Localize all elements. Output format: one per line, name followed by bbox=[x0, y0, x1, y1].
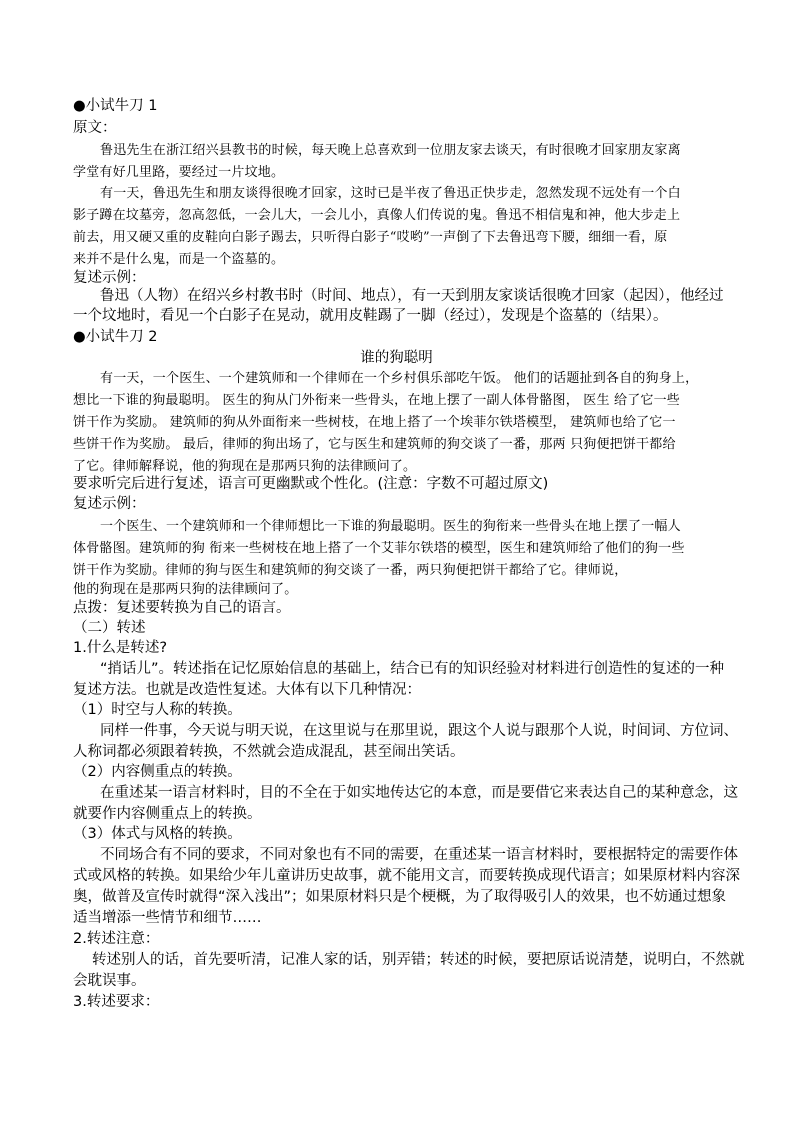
s3-definition-line1: “捎话儿”。转述指在记忆原始信息的基础上，结合已有的知识经验对材料进行创造性的复述的一种 bbox=[100, 661, 725, 677]
s3-note-line2: 会耽误事。 bbox=[73, 973, 146, 989]
s1-para2-line1: 有一天，鲁迅先生和朋友谈得很晚才回家，这时已是半夜了鲁迅正快步走，忽然发现不远处有一个白 bbox=[100, 186, 681, 201]
s1-para1-line1: 鲁迅先生在浙江绍兴县教书的时候，每天晚上总喜欢到一位朋友家去谈天，有时很晚才回家朋友家离 bbox=[100, 143, 681, 158]
s2-para-line4: 些饼干作为奖励。 最后，律师的狗出场了，它与医生和建筑师的狗交谈了一番，那两 只狗便把饼干都给 bbox=[73, 437, 676, 452]
s3-note-line1: 转述别人的话，首先要听清，记准人家的话，别弄错；转述的时候，要把原话说清楚，说明白，不然就 bbox=[92, 952, 745, 968]
s1-para2-line3: 前去，用又硬又重的皮鞋向白影子踢去，只听得白影子“哎哟”一声倒了下去鲁迅弯下腰，细细一看，原 bbox=[73, 230, 668, 245]
s3-question1: 1.什么是转述? bbox=[73, 640, 168, 656]
s1-example-line2: 一个坟地时，看见一个白影子在晃动，就用皮鞋踢了一脚（经过），发现是个盗墓的（结果）。 bbox=[73, 308, 668, 324]
s3-question2: 2.转述注意： bbox=[73, 931, 160, 947]
s3-case3-heading: （3）体式与风格的转换。 bbox=[73, 826, 242, 842]
s2-example-label: 复述示例： bbox=[73, 496, 146, 512]
section2-heading: ●小试牛刀 2 bbox=[73, 329, 158, 345]
s3-case2-line1: 在重述某一语言材料时，目的不全在于如实地传达它的本意，而是要借它来表达自己的某种意念，这 bbox=[100, 785, 738, 801]
s2-example-line4: 他的狗现在是那两只狗的法律顾问了。 bbox=[73, 582, 298, 597]
s3-case1-line2: 人称词都必须跟着转换，不然就会造成混乱，甚至闹出笑话。 bbox=[73, 744, 465, 760]
s2-example-line3: 饼干作为奖励。律师的狗与医生和建筑师的狗交谈了一番，两只狗便把饼干都给了它。律师说， bbox=[73, 563, 628, 578]
s3-case1-line1: 同样一件事，今天说与明天说，在这里说与在那里说，跟这个人说与跟那个人说，时间词、方位词、 bbox=[100, 723, 738, 739]
s2-para-line1: 有一天，一个医生、一个建筑师和一个律师在一个乡村俱乐部吃午饭。 他们的话题扯到各自的狗身上， bbox=[100, 371, 699, 386]
s2-tip: 点拨：复述要转换为自己的语言。 bbox=[73, 600, 291, 616]
section1-heading: ●小试牛刀 1 bbox=[73, 98, 158, 114]
s3-case3-line3: 奥，做普及宣传时就得“深入浅出”；如果原材料只是个梗概，为了取得吸引人的效果，也不妨通过想象 bbox=[73, 889, 727, 905]
s1-para1-line2: 学堂有好几里路，要经过一片坟地。 bbox=[73, 165, 285, 180]
section3-heading: （二）转述 bbox=[73, 620, 146, 636]
s1-example-line1: 鲁迅（人物）在绍兴乡村教书时（时间、地点），有一天到朋友家谈话很晚才回家（起因），他经过 bbox=[100, 288, 724, 304]
s3-case3-line4: 适当增添一些情节和细节…… bbox=[73, 910, 262, 926]
s2-para-line5: 了它。律师解释说，他的狗现在是那两只狗的法律顾问了。 bbox=[73, 459, 417, 474]
original-label: 原文： bbox=[73, 120, 117, 136]
s1-para2-line4: 来并不是什么鬼，而是一个盗墓的。 bbox=[73, 252, 285, 267]
s1-example-label: 复述示例： bbox=[73, 270, 146, 286]
s3-case3-line1: 不同场合有不同的要求，不同对象也有不同的需要，在重述某一语言材料时，要根据特定的需要作体 bbox=[100, 847, 738, 863]
s2-example-line2: 体骨骼图。建筑师的狗 衔来一些树枝在地上搭了一个艾菲尔铁塔的模型，医生和建筑师给了他们的狗一些 bbox=[73, 541, 685, 556]
s3-definition-line2: 复述方法。也就是改造性复述。大体有以下几种情况： bbox=[73, 682, 421, 698]
s1-para2-line2: 影子蹲在坟墓旁，忽高忽低，一会儿大，一会儿小，真像人们传说的鬼。鲁迅不相信鬼和神，他大步走上 bbox=[73, 208, 681, 223]
s3-case2-heading: （2）内容侧重点的转换。 bbox=[73, 764, 242, 780]
s3-case3-line2: 式或风格的转换。如果给少年儿童讲历史故事，就不能用文言，而要转换成现代语言；如果原材料内容深 bbox=[73, 868, 740, 884]
s3-case2-line2: 就要作内容侧重点上的转换。 bbox=[73, 806, 262, 822]
s3-case1-heading: （1）时空与人称的转换。 bbox=[73, 702, 242, 718]
s3-question3: 3.转述要求： bbox=[73, 994, 160, 1010]
s2-example-line1: 一个医生、一个建筑师和一个律师想比一下谁的狗最聪明。医生的狗衔来一些骨头在地上摆了一幅人 bbox=[100, 519, 681, 534]
story-title: 谁的狗聪明 bbox=[360, 350, 433, 366]
s2-para-line3: 饼干作为奖励。 建筑师的狗从外面衔来一些树枝，在地上搭了一个埃菲尔铁塔模型， 建筑师也给了它一 bbox=[73, 415, 676, 430]
s2-requirement: 要求听完后进行复述，语言可更幽默或个性化。(注意：字数不可超过原文) bbox=[73, 476, 549, 492]
s2-para-line2: 想比一下谁的狗最聪明。 医生的狗从门外衔来一些骨头，在地上摆了一副人体骨骼图， 医生 给了它一些 bbox=[73, 393, 680, 408]
